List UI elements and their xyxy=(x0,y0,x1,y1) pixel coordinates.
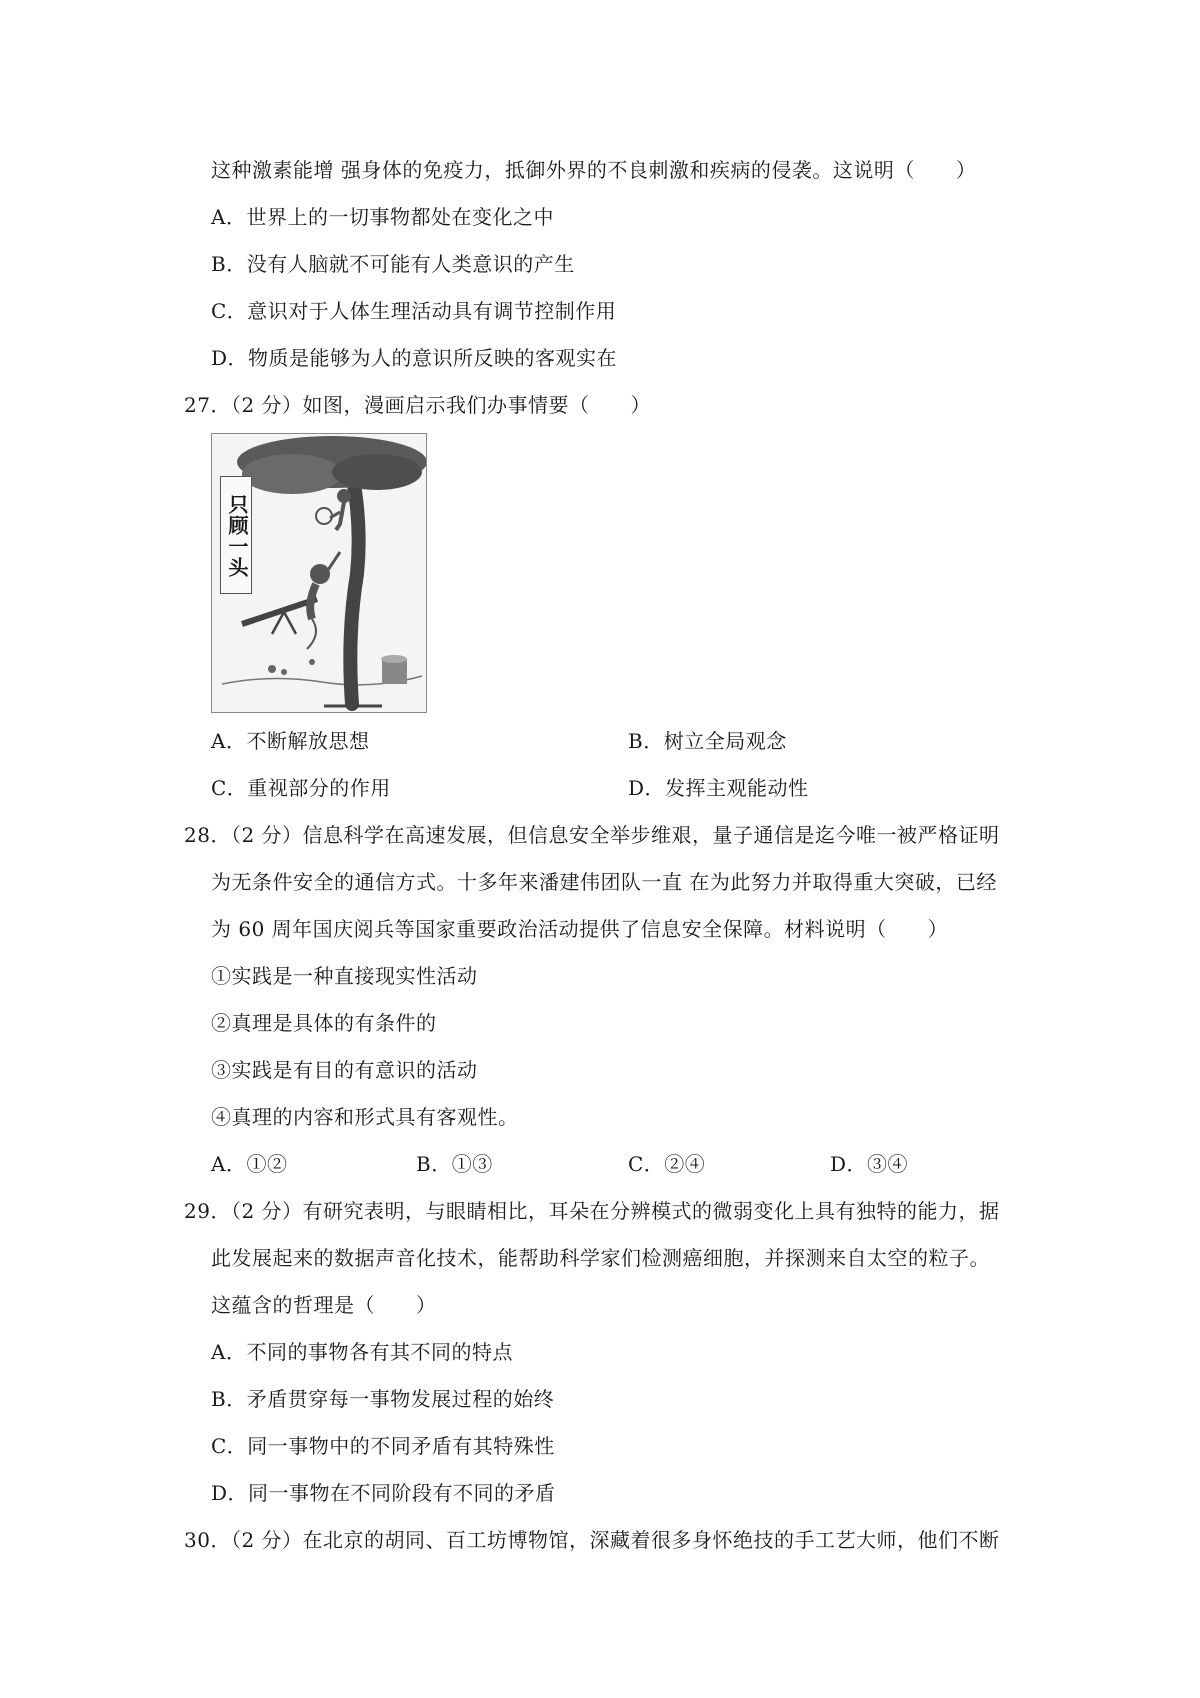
q27-option-c: C．重视部分的作用 xyxy=(211,776,391,800)
q27-cartoon-image xyxy=(211,433,427,713)
q26-option-b: B．没有人脑就不可能有人类意识的产生 xyxy=(211,252,575,276)
q27-option-d: D．发挥主观能动性 xyxy=(628,776,809,800)
q26-option-a: A．世界上的一切事物都处在变化之中 xyxy=(211,205,554,229)
q28-statement-4: ④真理的内容和形式具有客观性。 xyxy=(211,1105,519,1129)
cartoon-caption: 只顾一头 xyxy=(220,476,252,594)
q28-stem-line3: 为 60 周年国庆阅兵等国家重要政治活动提供了信息安全保障。材料说明（ ） xyxy=(211,917,949,941)
q26-option-d: D．物质是能够为人的意识所反映的客观实在 xyxy=(211,346,618,370)
q29-option-d: D．同一事物在不同阶段有不同的矛盾 xyxy=(211,1481,556,1505)
q26-stem-continuation: 这种激素能增 强身体的免疫力，抵御外界的不良刺激和疾病的侵袭。这说明（ ） xyxy=(211,158,977,182)
q28-option-a: A．①② xyxy=(211,1152,288,1176)
q28-option-b: B．①③ xyxy=(416,1152,493,1176)
q27-option-b: B．树立全局观念 xyxy=(628,729,787,753)
q27-stem: 27．（2 分）如图，漫画启示我们办事情要（ ） xyxy=(184,393,652,417)
q29-option-a: A．不同的事物各有其不同的特点 xyxy=(211,1340,513,1364)
q29-option-c: C．同一事物中的不同矛盾有其特殊性 xyxy=(211,1434,555,1458)
q30-stem-line1: 30．（2 分）在北京的胡同、百工坊博物馆，深藏着很多身怀绝技的手工艺大师，他们不断 xyxy=(184,1528,1000,1552)
q29-stem-line1: 29．（2 分）有研究表明，与眼睛相比，耳朵在分辨模式的微弱变化上具有独特的能力，据 xyxy=(184,1199,1000,1223)
q29-option-b: B．矛盾贯穿每一事物发展过程的始终 xyxy=(211,1387,555,1411)
q28-option-d: D．③④ xyxy=(830,1152,909,1176)
q29-stem-line2: 此发展起来的数据声音化技术，能帮助科学家们检测癌细胞，并探测来自太空的粒子。 xyxy=(211,1246,990,1270)
q28-statement-1: ①实践是一种直接现实性活动 xyxy=(211,964,478,988)
q28-statement-2: ②真理是具体的有条件的 xyxy=(211,1011,437,1035)
q29-stem-line3: 这蕴含的哲理是（ ） xyxy=(211,1293,437,1317)
q28-stem-line2: 为无条件安全的通信方式。十多年来潘建伟团队一直 在为此努力并取得重大突破，已经 xyxy=(211,870,997,894)
q28-option-c: C．②④ xyxy=(628,1152,706,1176)
q26-option-c: C．意识对于人体生理活动具有调节控制作用 xyxy=(211,299,617,323)
q27-option-a: A．不断解放思想 xyxy=(211,729,370,753)
q28-statement-3: ③实践是有目的有意识的活动 xyxy=(211,1058,478,1082)
q28-stem-line1: 28．（2 分）信息科学在高速发展，但信息安全举步维艰，量子通信是迄今唯一被严格证明 xyxy=(184,823,1000,847)
